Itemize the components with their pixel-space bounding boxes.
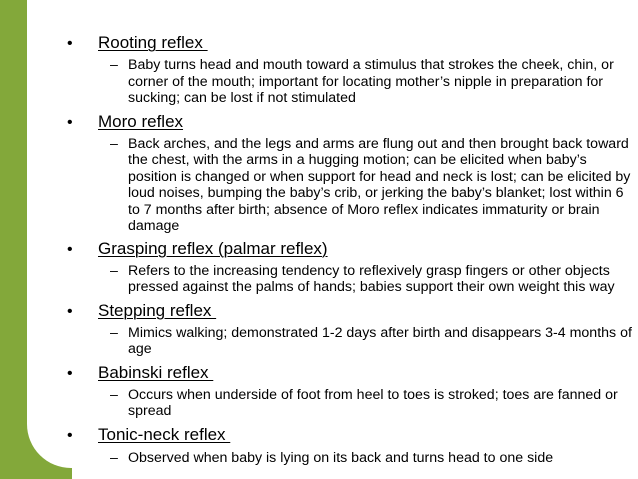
reflex-description-text: Observed when baby is lying on its back and turns head to one side	[128, 449, 554, 466]
reflex-list	[64, 33, 634, 466]
dash-icon: –	[110, 262, 118, 279]
dash-icon: –	[110, 449, 118, 466]
dash-icon: –	[110, 324, 118, 341]
bullet-icon: •	[67, 364, 73, 382]
reflex-description-text: Refers to the increasing tendency to reflexively grasp fingers or other objects pressed against the palms of hands; babies support their own weight this way	[128, 262, 615, 295]
reflex-description-text: Occurs when underside of foot from heel to toes is stroked; toes are fanned or spread	[128, 386, 618, 419]
dash-icon: –	[110, 57, 118, 73]
reflex-title: Moro reflex	[98, 111, 184, 131]
reflex-title: Babinski reflex	[98, 362, 214, 382]
bullet-icon: •	[67, 426, 73, 444]
reflex-description-text: Mimics walking; demonstrated 1-2 days after birth and disappears 3-4 months of age	[128, 324, 632, 357]
reflex-item-grasping	[64, 239, 634, 296]
reflex-item-babinski	[64, 363, 634, 420]
bullet-icon: •	[67, 240, 73, 258]
reflex-description-text: Baby turns head and mouth toward a stimulus that strokes the cheek, chin, or corner of the mouth; important for locating mother’s nipple in preparation for sucking; can be lost if not stimulated	[128, 57, 614, 106]
dash-icon: –	[110, 386, 118, 403]
reflex-item-tonic-neck	[64, 425, 634, 467]
reflex-description	[64, 57, 634, 107]
reflex-description	[64, 450, 634, 467]
reflex-title: Grasping reflex (palmar reflex)	[98, 238, 328, 258]
bullet-icon: •	[67, 302, 73, 320]
reflex-description-text: Back arches, and the legs and arms are flung out and then brought back toward the chest, with the arms in a hugging motion; can be elicited when baby’s position is changed or when support for head and neck is lost; can be elicited by loud noises, bumping the baby’s crib, or jerking the baby’s blanket; lost within 6 to 7 months after birth; absence of Moro reflex indicates immaturity or brain damage	[128, 135, 631, 234]
reflex-description	[64, 136, 634, 235]
bullet-icon: •	[67, 35, 73, 52]
reflex-description	[64, 387, 634, 420]
reflex-title: Tonic-neck reflex	[98, 424, 231, 444]
reflex-item-rooting	[64, 33, 634, 107]
reflex-item-moro	[64, 112, 634, 235]
dash-icon: –	[110, 135, 118, 152]
reflex-item-stepping	[64, 301, 634, 358]
reflex-description	[64, 325, 634, 358]
reflex-title: Rooting reflex	[98, 33, 208, 52]
reflex-description	[64, 263, 634, 296]
bullet-icon: •	[67, 113, 73, 131]
reflex-title: Stepping reflex	[98, 300, 217, 320]
